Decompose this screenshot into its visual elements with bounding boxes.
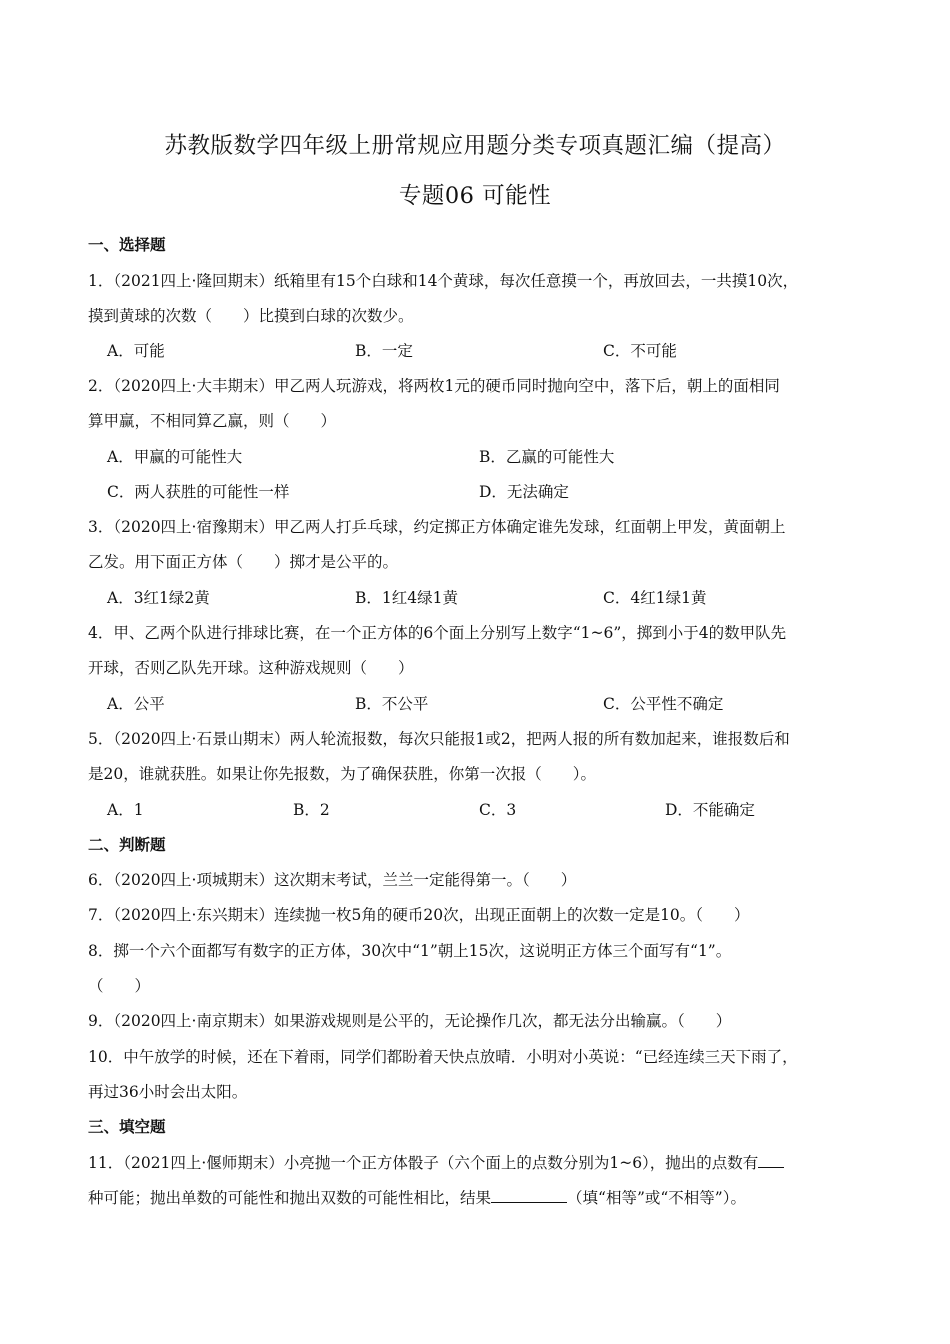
- question-3-option-c: C．4红1绿1黄: [603, 589, 707, 607]
- question-4-line-1: 4．甲、乙两个队进行排球比赛，在一个正方体的6个面上分别写上数字“1~6”，掷到小于4的数甲队先: [88, 624, 787, 642]
- question-11-line-1: [88, 1153, 868, 1173]
- question-5-option-a: A．1: [107, 801, 144, 819]
- question-8-line-2: （ ）: [88, 977, 151, 995]
- answer-blank-2[interactable]: [491, 1188, 567, 1203]
- section-heading-fill: 三、填空题: [88, 1117, 166, 1136]
- question-1-option-a: A．可能: [107, 342, 165, 360]
- question-5-line-2: 是20，谁就获胜。如果让你先报数，为了确保获胜，你第一次报（ ）。: [88, 765, 596, 783]
- question-1-option-c: C．不可能: [603, 342, 677, 360]
- question-3-option-b: B．1红4绿1黄: [355, 589, 458, 607]
- section-heading-choice: 一、选择题: [88, 235, 166, 254]
- question-1-line-1: 1．（2021四上·隆回期末）纸箱里有15个白球和14个黄球，每次任意摸一个，再放回去，一共摸10次，: [88, 272, 799, 290]
- question-8-line-1: 8．掷一个六个面都写有数字的正方体，30次中“1”朝上15次，这说明正方体三个面写有“1”。: [88, 942, 732, 960]
- question-2-line-1: 2．（2020四上·大丰期末）甲乙两人玩游戏，将两枚1元的硬币同时抛向空中，落下后，朝上的面相同: [88, 377, 780, 395]
- question-2-line-2: 算甲赢，不相同算乙赢，则（ ）: [88, 412, 337, 430]
- question-2-option-a: A．甲赢的可能性大: [107, 448, 243, 466]
- question-5-option-b: B．2: [293, 801, 330, 819]
- section-heading-judge: 二、判断题: [88, 835, 166, 854]
- question-3-line-1: 3．（2020四上·宿豫期末）甲乙两人打乒乓球，约定掷正方体确定谁先发球，红面朝上甲发，黄面朝上: [88, 518, 786, 536]
- question-6: 6．（2020四上·项城期末）这次期末考试，兰兰一定能得第一。（ ）: [88, 871, 577, 889]
- question-1-option-b: B．一定: [355, 342, 413, 360]
- question-2-option-c: C．两人获胜的可能性一样: [107, 483, 290, 501]
- question-11-line-2: [88, 1188, 868, 1208]
- question-1-line-2: 摸到黄球的次数（ ）比摸到白球的次数少。: [88, 307, 414, 325]
- question-3-line-2: 乙发。用下面正方体（ ）掷才是公平的。: [88, 553, 399, 571]
- page-title: 苏教版数学四年级上册常规应用题分类专项真题汇编（提高）: [164, 133, 786, 159]
- question-11-text-2: 种可能；抛出单数的可能性和抛出双数的可能性相比，结果: [88, 1189, 492, 1207]
- page-subtitle: 专题06 可能性: [398, 183, 552, 209]
- question-4-option-b: B．不公平: [355, 695, 429, 713]
- question-5-option-c: C．3: [479, 801, 517, 819]
- question-5-line-1: 5．（2020四上·石景山期末）两人轮流报数，每次只能报1或2，把两人报的所有数加起来，谁报数后和: [88, 730, 790, 748]
- question-10-line-2: 再过36小时会出太阳。: [88, 1083, 248, 1101]
- answer-blank-1[interactable]: [758, 1153, 784, 1168]
- question-3-option-a: A．3红1绿2黄: [107, 589, 210, 607]
- question-11-text-3: （填“相等”或“不相等”）。: [567, 1189, 746, 1207]
- question-2-option-b: B．乙赢的可能性大: [479, 448, 615, 466]
- question-9: 9．（2020四上·南京期末）如果游戏规则是公平的，无论操作几次，都无法分出输赢。（ ）: [88, 1012, 732, 1030]
- question-10-line-1: 10．中午放学的时候，还在下着雨，同学们都盼着天快点放晴．小明对小英说：“已经连续三天下雨了，: [88, 1048, 798, 1066]
- question-4-line-2: 开球，否则乙队先开球。这种游戏规则（ ）: [88, 659, 414, 677]
- question-4-option-c: C．公平性不确定: [603, 695, 724, 713]
- question-4-option-a: A．公平: [107, 695, 165, 713]
- question-2-option-d: D．无法确定: [479, 483, 569, 501]
- question-5-option-d: D．不能确定: [665, 801, 755, 819]
- question-7: 7．（2020四上·东兴期末）连续抛一枚5角的硬币20次，出现正面朝上的次数一定是10。（ ）: [88, 906, 750, 924]
- question-11-text-1: 11．（2021四上·偃师期末）小亮抛一个正方体骰子（六个面上的点数分别为1~6），抛出的点数有: [88, 1154, 759, 1172]
